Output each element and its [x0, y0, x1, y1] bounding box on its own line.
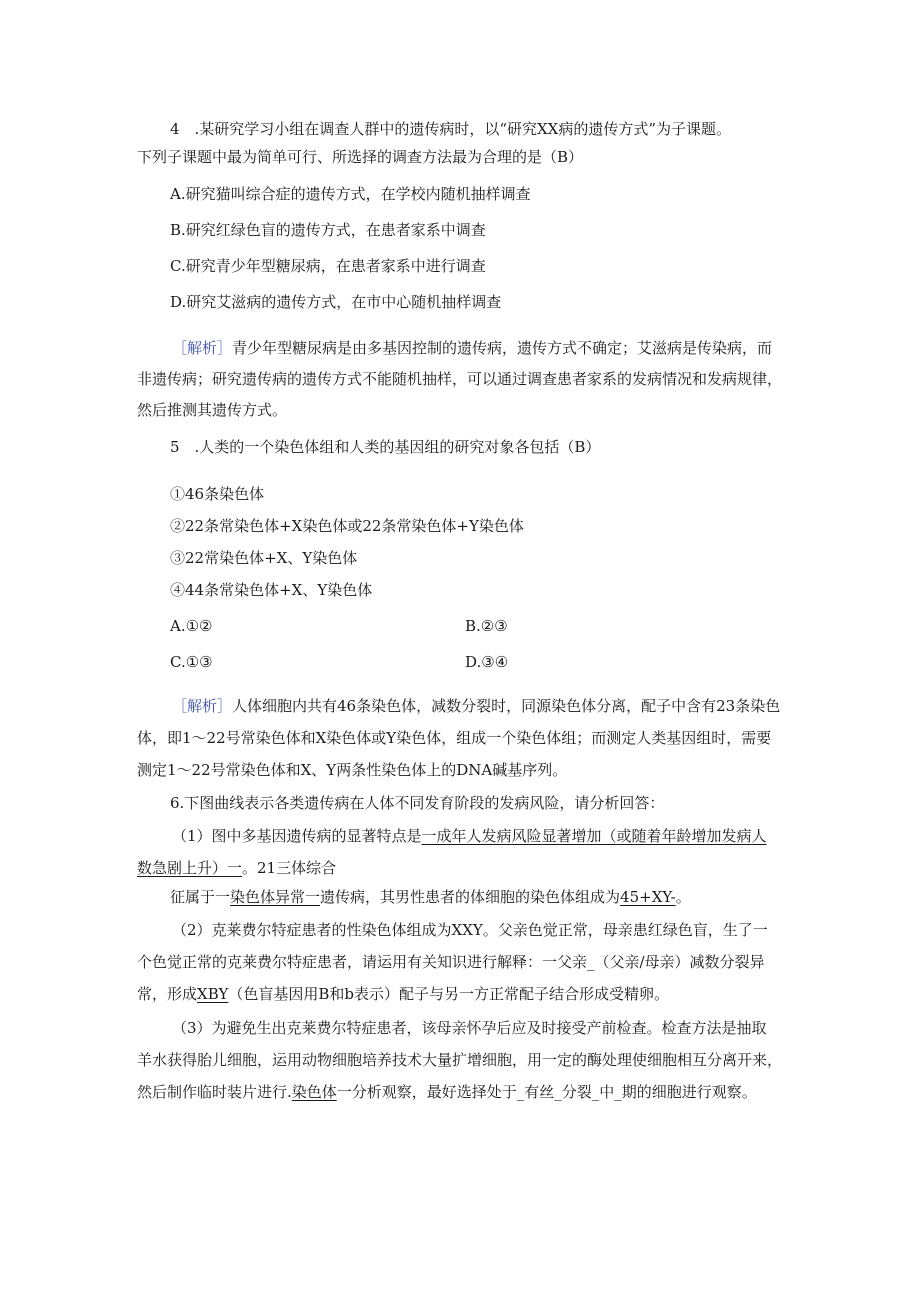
q6-intro: 6.下图曲线表示各类遗传病在人体不同发育阶段的发病风险，请分析回答： [170, 794, 665, 812]
q5-stem: 5 .人类的一个染色体组和人类的基因组的研究对象各包括（B） [170, 438, 601, 456]
q6-part1-text: （1）图中多基因遗传病的显著特点是 [172, 827, 422, 845]
q5-item-2: ②22条常染色体+X染色体或22条常染色体+Y染色体 [170, 517, 524, 535]
q6-part1-line3 [170, 887, 691, 907]
q5-analysis-text1: 人体细胞内共有46条染色体，减数分裂时，同源染色体分离，配子中含有23条染色 [232, 697, 781, 715]
q6-part3-line2: 羊水获得胎儿细胞，运用动物细胞培养技术大量扩增细胞，用一定的酶处理使细胞相互分离开来， [137, 1051, 783, 1069]
q5-analysis-line2: 体，即1～22号常染色体和X染色体或Y染色体，组成一个染色体组；而测定人类基因组时，需要 [137, 729, 772, 747]
q6-part1-answer-2: 数急剧上升）一 [137, 859, 243, 877]
q6-part1c-text-c: 。 [675, 888, 691, 906]
q4-option-c: C.研究青少年型糖尿病，在患者家系中进行调查 [170, 257, 486, 275]
q6-part2-line2: 个色觉正常的克莱费尔特症患者，请运用有关知识进行解释：一父亲_（父亲/母亲）减数分裂异 [137, 953, 765, 971]
q5-analysis-line1 [172, 696, 780, 716]
q5-option-d: D.③④ [465, 653, 509, 671]
analysis-tag: ［解析］ [172, 697, 233, 715]
q5-item-1: ①46条染色体 [170, 485, 265, 503]
q4-stem-line2: 下列子课题中最为简单可行、所选择的调查方法最为合理的是（B） [137, 148, 584, 166]
q5-item-3: ③22常染色体+X、Y染色体 [170, 549, 358, 567]
q6-part2-gamete: XBY [197, 985, 229, 1003]
q6-part1c-karyotype: 45+XY- [620, 888, 676, 906]
q6-part1-answer-1: 一成年人发病风险显著增加（或随着年龄增加发病人 [421, 827, 767, 845]
q6-part1c-text-b: 遗传病，其男性患者的体细胞的染色体组成为 [320, 888, 621, 906]
q4-analysis-line2: 非遗传病；研究遗传病的遗传方式不能随机抽样，可以通过调查患者家系的发病情况和发病规律， [137, 370, 783, 388]
q4-analysis-line3: 然后推测其遗传方式。 [137, 401, 288, 419]
q6-part3-text-a: 然后制作临时装片进行. [137, 1083, 292, 1101]
q6-part1-line2 [137, 858, 336, 878]
q5-option-b: B.②③ [465, 617, 508, 635]
q4-analysis-text1: 青少年型糖尿病是由多基因控制的遗传病，遗传方式不确定；艾滋病是传染病，而 [232, 339, 773, 357]
q4-option-b: B.研究红绿色盲的遗传方式，在患者家系中调查 [170, 221, 486, 239]
q6-part3-line3 [137, 1082, 757, 1102]
q4-stem-line1: 4 .某研究学习小组在调查人群中的遗传病时，以“研究XX病的遗传方式”为子课题。 [170, 120, 732, 138]
q6-part1-text2: 。21三体综合 [242, 859, 337, 877]
q6-part2-line3 [137, 984, 669, 1004]
q6-part3-answer: 染色体 [291, 1083, 337, 1101]
q5-option-c: C.①③ [170, 653, 213, 671]
q6-part2-text-b: （色盲基因用B和b表示）配子与另一方正常配子结合形成受精卵。 [228, 985, 669, 1003]
q6-part2-text-a: 常，形成 [137, 985, 198, 1003]
q6-part1c-answer: 染色体异常一 [230, 888, 321, 906]
q6-part1-line1 [172, 826, 767, 846]
q6-part3-line1: （3）为避免生出克莱费尔特症患者，该母亲怀孕后应及时接受产前检查。检查方法是抽取 [172, 1019, 767, 1037]
q4-option-a: A.研究猫叫综合症的遗传方式，在学校内随机抽样调查 [170, 185, 531, 203]
analysis-tag: ［解析］ [172, 339, 233, 357]
q4-option-d: D.研究艾滋病的遗传方式，在市中心随机抽样调查 [170, 293, 502, 311]
q5-item-4: ④44条常染色体+X、Y染色体 [170, 581, 373, 599]
q6-part3-text-b: 一分析观察，最好选择处于_有丝_分裂_中_期的细胞进行观察。 [336, 1083, 757, 1101]
q5-analysis-line3: 测定1～22号常染色体和X、Y两条性染色体上的DNA碱基序列。 [137, 761, 568, 779]
q6-part1c-text-a: 征属于一 [170, 888, 231, 906]
q4-analysis-line1 [172, 338, 772, 358]
q6-part2-line1: （2）克莱费尔特症患者的性染色体组成为XXY。父亲色觉正常，母亲患红绿色盲，生了一 [172, 921, 768, 939]
q5-option-a: A.①② [170, 617, 213, 635]
